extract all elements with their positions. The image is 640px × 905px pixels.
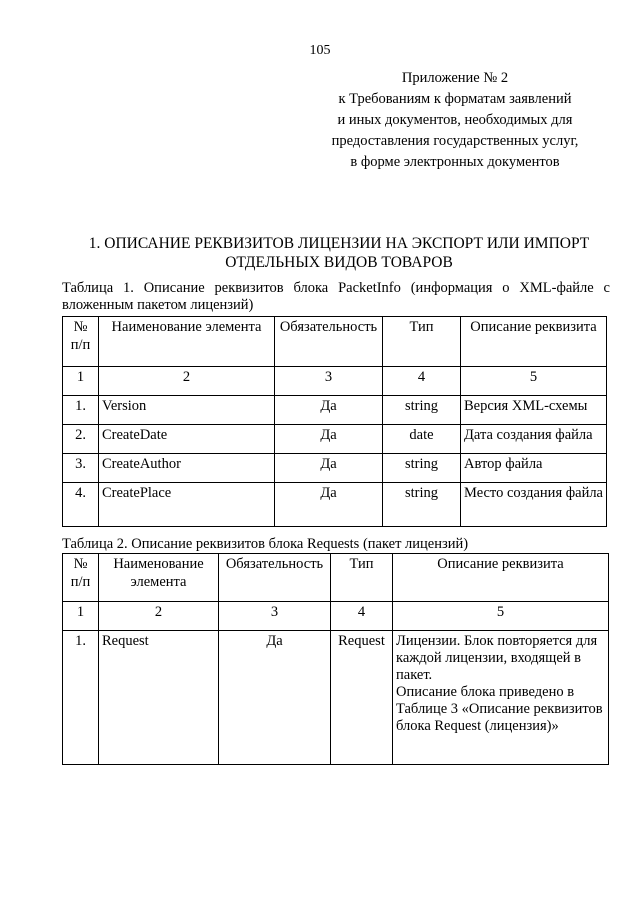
header-number: № п/п xyxy=(63,317,99,367)
section-title-line: ОТДЕЛЬНЫХ ВИДОВ ТОВАРОВ xyxy=(225,254,453,271)
header-number: № п/п xyxy=(63,554,99,602)
description-paragraph: Лицензии. Блок повторяется для каждой лицензии, входящей в пакет. xyxy=(396,633,598,683)
column-number: 1 xyxy=(63,602,99,631)
row-number: 3. xyxy=(63,454,99,483)
row-number: 2. xyxy=(63,425,99,454)
required-value: Да xyxy=(275,396,383,425)
column-number-row xyxy=(63,367,607,396)
column-number: 2 xyxy=(99,602,219,631)
section-title-line: 1. ОПИСАНИЕ РЕКВИЗИТОВ ЛИЦЕНЗИИ НА ЭКСПОРТ ИЛИ ИМПОРТ xyxy=(88,235,590,252)
appendix-line: в форме электронных документов xyxy=(350,154,560,170)
element-name: CreateDate xyxy=(99,425,275,454)
column-number: 4 xyxy=(383,367,461,396)
appendix-line: Приложение № 2 xyxy=(401,70,509,86)
header-element-name: Наименование элемента xyxy=(99,317,275,367)
column-number-row xyxy=(63,602,609,631)
type-value: Request xyxy=(331,631,393,765)
column-number: 3 xyxy=(275,367,383,396)
type-value: string xyxy=(383,454,461,483)
table1-caption: Таблица 1. Описание реквизитов блока PacketInfo (информация о XML-файле с вложенным пакетом лицензий) xyxy=(62,280,610,313)
table-header-row xyxy=(63,554,609,602)
header-required: Обязательность xyxy=(219,554,331,602)
type-value: string xyxy=(383,483,461,527)
table-row xyxy=(63,454,607,483)
row-number: 4. xyxy=(63,483,99,527)
header-element-name: Наименование элемента xyxy=(99,554,219,602)
element-name: Request xyxy=(99,631,219,765)
required-value: Да xyxy=(275,454,383,483)
table2 xyxy=(62,553,609,765)
page-number: 105 xyxy=(309,43,331,58)
required-value: Да xyxy=(219,631,331,765)
required-value: Да xyxy=(275,483,383,527)
table2-caption: Таблица 2. Описание реквизитов блока Requests (пакет лицензий) xyxy=(62,536,469,552)
column-number: 3 xyxy=(219,602,331,631)
table-row xyxy=(63,396,607,425)
header-type: Тип xyxy=(383,317,461,367)
header-description: Описание реквизита xyxy=(461,317,607,367)
description-value xyxy=(393,631,609,765)
description-value: Автор файла xyxy=(461,454,607,483)
column-number: 5 xyxy=(393,602,609,631)
table1 xyxy=(62,316,607,527)
description-value: Версия XML-схемы xyxy=(461,396,607,425)
element-name: Version xyxy=(99,396,275,425)
table-row xyxy=(63,425,607,454)
type-value: string xyxy=(383,396,461,425)
description-value: Дата создания файла xyxy=(461,425,607,454)
column-number: 5 xyxy=(461,367,607,396)
header-type: Тип xyxy=(331,554,393,602)
element-name: CreateAuthor xyxy=(99,454,275,483)
column-number: 1 xyxy=(63,367,99,396)
column-number: 4 xyxy=(331,602,393,631)
row-number: 1. xyxy=(63,631,99,765)
table-row xyxy=(63,631,609,765)
element-name: CreatePlace xyxy=(99,483,275,527)
header-required: Обязательность xyxy=(275,317,383,367)
table-row xyxy=(63,483,607,527)
required-value: Да xyxy=(275,425,383,454)
row-number: 1. xyxy=(63,396,99,425)
description-paragraph: Описание блока приведено в Таблице 3 «Описание реквизитов блока Request (лицензия)» xyxy=(396,684,603,734)
table-header-row xyxy=(63,317,607,367)
column-number: 2 xyxy=(99,367,275,396)
header-description: Описание реквизита xyxy=(393,554,609,602)
appendix-line: и иных документов, необходимых для xyxy=(337,112,573,128)
section-title xyxy=(60,234,618,272)
type-value: date xyxy=(383,425,461,454)
appendix-line: предоставления государственных услуг, xyxy=(331,133,579,149)
appendix-header xyxy=(300,68,610,173)
appendix-line: к Требованиям к форматам заявлений xyxy=(338,91,572,107)
description-value: Место создания файла xyxy=(461,483,607,527)
